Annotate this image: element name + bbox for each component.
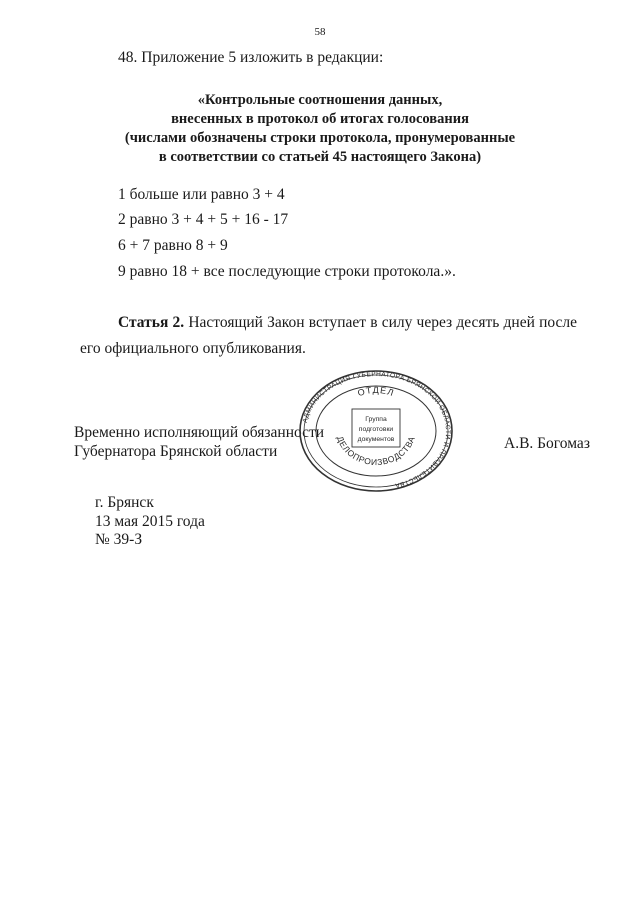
control-formula: 9 равно 18 + все последующие строки протокола.». bbox=[118, 263, 456, 280]
heading-line: внесенных в протокол об итогах голосования bbox=[171, 111, 469, 127]
page-number: 58 bbox=[314, 26, 326, 38]
article-label: Статья 2. bbox=[118, 314, 185, 331]
article-first-line bbox=[80, 310, 577, 336]
footer-number: № 39-З bbox=[95, 531, 143, 548]
stamp-center-line: документов bbox=[357, 436, 395, 443]
article-text-line1: Настоящий Закон вступает в силу через десять дней после bbox=[188, 314, 578, 331]
article-2 bbox=[80, 310, 577, 362]
heading-line: в соответствии со статьей 45 настоящего Закона) bbox=[158, 149, 482, 165]
stamp-center-line: подготовки bbox=[358, 426, 394, 433]
signatory-title-line1: Временно исполняющий обязанности bbox=[74, 424, 325, 441]
heading-line: (числами обозначены строки протокола, пронумерованные bbox=[124, 130, 516, 146]
stamp-seal-graphic bbox=[298, 369, 454, 493]
stamp-center-line: Группа bbox=[365, 416, 387, 423]
footer-date: 13 мая 2015 года bbox=[95, 513, 205, 530]
footer-city: г. Брянск bbox=[95, 494, 154, 511]
control-formula: 2 равно 3 + 4 + 5 + 16 - 17 bbox=[118, 211, 289, 228]
control-formula: 6 + 7 равно 8 + 9 bbox=[118, 237, 228, 254]
article-text-line2: его официального опубликования. bbox=[80, 340, 306, 357]
stamp-dept-bottom: ДЕЛОПРОИЗВОДСТВА bbox=[335, 434, 417, 468]
signatory-title-line2: Губернатора Брянской области bbox=[74, 443, 278, 460]
control-formula: 1 больше или равно 3 + 4 bbox=[118, 186, 285, 203]
heading-line: «Контрольные соотношения данных, bbox=[197, 92, 443, 108]
stamp-dept-top: ОТДЕЛ bbox=[356, 384, 396, 399]
svg-text:ОТДЕЛ bbox=[356, 385, 395, 398]
signatory-name: А.В. Богомаз bbox=[504, 435, 590, 452]
appendix-heading bbox=[0, 91, 640, 167]
stamp-outer-text: АДМИНИСТРАЦИЯ ГУБЕРНАТОРА БРЯНСКОЙ ОБЛАСТИ И ПРАВИТЕЛЬСТВА bbox=[301, 370, 452, 489]
amendment-instruction: 48. Приложение 5 изложить в редакции: bbox=[118, 49, 384, 66]
official-stamp bbox=[298, 369, 454, 493]
